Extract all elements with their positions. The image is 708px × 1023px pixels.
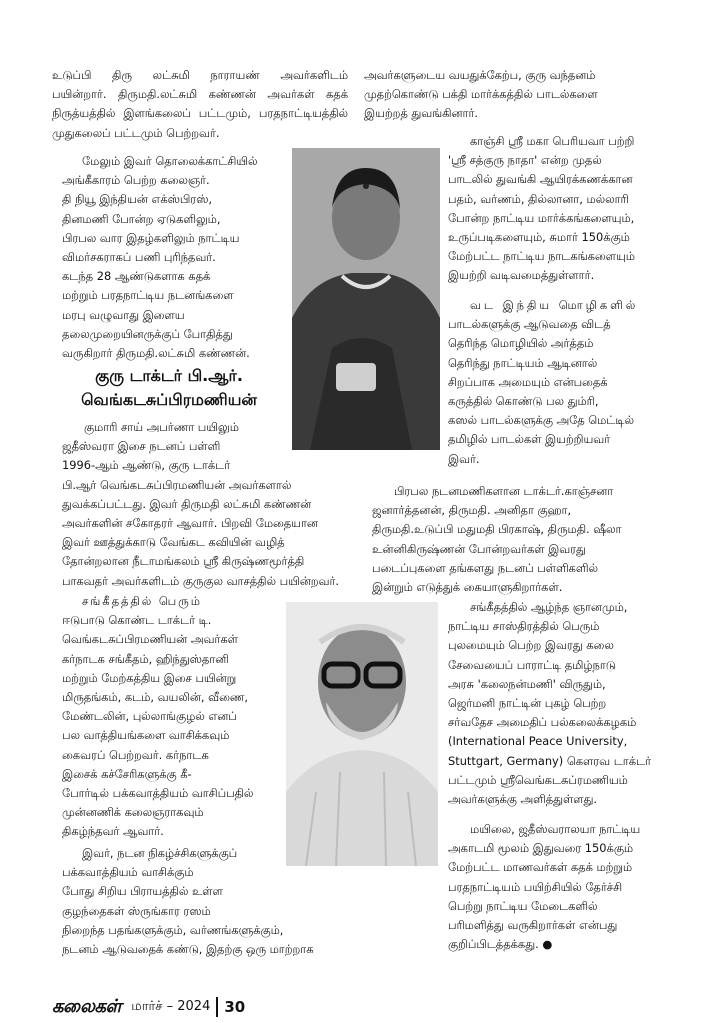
text-line: இயற்றி வடிவமைத்துள்ளார்.	[448, 268, 595, 283]
portrait-photo-lakshmi-kannan	[292, 148, 440, 450]
text-line: பரிமளித்து வருகிறார்கள் என்பது	[448, 918, 618, 933]
text-line: மயிலை, ஜதீஸ்வராலயா நாட்டிய	[470, 822, 641, 836]
page-footer	[52, 995, 245, 1019]
text-line: அரசு 'கலைநன்மணி' விருதும்,	[448, 676, 606, 691]
paragraph	[448, 820, 666, 954]
text-line: புலமையும் பெற்ற இவரது கலை	[448, 638, 614, 653]
text-line: பக்கவாத்தியம் வாசிக்கும்	[62, 865, 194, 880]
text-line: முதற்கொண்டு பக்தி மார்க்கத்தில் பாடல்களை	[364, 87, 598, 102]
text-line: பெற்று நாட்டிய மேடைகளில்	[448, 898, 598, 913]
text-line: தி நியூ இந்தியன் எக்ஸ்பிரஸ்,	[62, 192, 212, 207]
text-line: உடுப்பி திரு லட்சுமி நாராயண் அவர்களிடம்	[52, 68, 348, 82]
text-line: பல வாத்தியங்களை வாசிக்கவும்	[62, 728, 230, 743]
text-line: குமாரி சாய் அபர்ணா பயிலும்	[84, 420, 239, 434]
text-line: தமிழில் பாடல்கள் இயற்றியவர்	[448, 432, 611, 447]
text-line: கைவரப் பெற்றவர். கர்நாடக	[62, 747, 209, 762]
paragraph	[52, 66, 348, 143]
text-line: பதம், வர்ணம், தில்லானா, மல்லாரி	[448, 191, 629, 206]
portrait-man-icon	[286, 602, 438, 866]
text-line: நிருத்யத்தில் இளங்கலைப் பட்டமும், பரதநாட்டியத்தில்	[52, 106, 348, 121]
text-line: வட இந்திய மொழிகளில்	[470, 298, 639, 312]
paragraph	[62, 592, 274, 842]
text-line: துவக்கப்பட்டது. இவர் திருமதி லட்சுமி கண்ணன்	[62, 496, 312, 511]
text-line: 1996-ஆம் ஆண்டு, குரு டாக்டர்	[62, 458, 231, 473]
paragraph	[448, 296, 666, 469]
paragraph	[448, 598, 666, 809]
text-line: இவர்.	[448, 451, 480, 466]
text-line: அங்கீகாரம் பெற்ற கலைஞர்.	[62, 173, 210, 188]
text-line: மேலும் இவர் தொலைக்காட்சியில்	[82, 154, 258, 168]
text-line: பாடல்களுக்கு ஆடுவதை விடத்	[448, 317, 611, 332]
text-line: மேண்டலின், புல்லாங்குழல் எனப்	[62, 709, 237, 724]
text-line: திகழ்ந்தவர் ஆவார்.	[62, 824, 164, 839]
text-line: Stuttgart, Germany) கௌரவ டாக்டர்	[448, 753, 652, 768]
text-line: பாகவதர் அவர்களிடம் குருகுல வாசத்தில் பயின்றவர்.	[62, 573, 340, 588]
text-line: பி.ஆர் வெங்கடசுப்பிரமணியன் அவர்களால்	[62, 477, 292, 492]
text-line: கஸல் பாடல்களுக்கு அதே மெட்டில்	[448, 413, 634, 428]
text-line: சங்கீதத்தில் பெரும்	[82, 594, 202, 608]
text-line: மேற்பட்ட நாட்டிய நாடகங்களையும்	[448, 249, 635, 264]
text-line: வருகிறார் திருமதி.லட்சுமி கண்ணன்.	[62, 346, 250, 361]
text-line: இவர், நடன நிகழ்ச்சிகளுக்குப்	[82, 846, 238, 860]
text-line: ஜெர்மனி நாட்டின் புகழ் பெற்ற	[448, 696, 607, 711]
text-line: 'ஸ்ரீ சத்குரு நாதா' என்ற முதல்	[448, 153, 602, 168]
text-line: முன்னணிக் கலைஞராகவும்	[62, 805, 204, 820]
text-line: இயற்றத் துவங்கினார்.	[364, 106, 479, 121]
page-number: 30	[224, 998, 246, 1016]
text-line: அவர்களின் சகோதரர் ஆவார். பிறவி மேதையான	[62, 516, 318, 531]
text-line: ஜதீஸ்வரா இசை நடனப் பள்ளி	[62, 439, 221, 454]
text-line: நடனம் ஆடுவதைக் கண்டு, இதற்கு ஒரு மாற்றாக	[62, 942, 314, 957]
text-line: சிறப்பாக அமையும் என்பதைக்	[448, 374, 608, 389]
text-line: மற்றும் மேற்கத்திய இசை பயின்று	[62, 670, 237, 685]
text-line: நிறைந்த பதங்களுக்கும், வர்ணங்களுக்கும்,	[62, 922, 284, 937]
text-line: இன்றும் எடுத்துக் கையாளுகிறார்கள்.	[372, 580, 563, 595]
heading-line: வெங்கடசுப்பிரமணியன்	[81, 390, 257, 409]
text-line: பட்டமும் ஸ்ரீவெங்கடசுப்ரமணியம்	[448, 772, 628, 787]
text-line: அகாடமி மூலம் இதுவரை 150க்கும்	[448, 841, 634, 856]
section-heading	[62, 364, 276, 412]
text-line: போர்டில் பக்கவாத்தியம் வாசிப்பதில்	[62, 786, 254, 801]
text-line: கருத்தில் கொண்டு பல தும்ரி,	[448, 394, 599, 409]
text-line: அவர்களுடைய வயதுக்கேற்ப, குரு வந்தனம்	[364, 68, 596, 82]
text-line: ஜனார்த்தனன், திருமதி. அனிதா குஹா,	[372, 503, 572, 518]
text-line: சேவையைப் பாராட்டி தமிழ்நாடு	[448, 657, 616, 672]
text-line: நாட்டிய சாஸ்திரத்தில் பெரும்	[448, 619, 600, 634]
text-line: இவர் ஊத்துக்காடு வேங்கட கவியின் வழித்	[62, 535, 285, 550]
heading-line: குரு டாக்டர் பி.ஆர்.	[95, 366, 243, 385]
text-line: தெரிந்து நாட்டியம் ஆடினால்	[448, 355, 598, 370]
text-line: திருமதி.உடுப்பி மதுமதி பிரகாஷ், திருமதி. ஷீலா	[372, 522, 622, 537]
text-line: தெரிந்த மொழியில் அர்த்தம்	[448, 336, 594, 351]
portrait-photo-venkatasubramanian	[286, 602, 438, 866]
text-line: (International Peace University,	[448, 734, 628, 749]
text-line: போன்ற நாட்டிய மார்க்கங்களையும்,	[448, 210, 635, 225]
magazine-logo: கலைகள்	[52, 995, 122, 1017]
text-line: உருப்படிகளையும், சுமார் 150க்கும்	[448, 230, 630, 245]
text-line: இசைக் கச்சேரிகளுக்கு கீ-	[62, 766, 192, 781]
text-line: பிரபல வார இதழ்களிலும் நாட்டிய	[62, 230, 240, 245]
text-line: சர்வதேச அமைதிப் பல்கலைக்கழகம்	[448, 715, 637, 730]
text-line: தலைமுறையினருக்குப் போதித்து	[62, 326, 233, 341]
text-line: காஞ்சி ஸ்ரீ மகா பெரியவா பற்றி	[470, 134, 635, 148]
text-line: ஈடுபாடு கொண்ட டாக்டர் டி.	[62, 613, 212, 628]
text-line: குறிப்பிடத்தக்கது. ●	[448, 937, 553, 952]
text-line: தோன்றலான நீடாமங்கலம் ஸ்ரீ கிருஷ்ணமூர்த்தி	[62, 554, 305, 569]
text-line: பயின்றார். திருமதி.லட்சுமி கண்ணன் அவர்கள் கதக்	[52, 87, 348, 102]
text-line: கர்நாடக சங்கீதம், ஹிந்துஸ்தானி	[62, 651, 229, 666]
text-line: கடந்த 28 ஆண்டுகளாக கதக்	[62, 269, 211, 284]
text-line: அவர்களுக்கு அளித்துள்ளது.	[448, 792, 598, 807]
issue-month: மார்ச் – 2024	[131, 999, 211, 1014]
text-line: குழந்தைகள் ஸ்ருங்கார ரஸம்	[62, 903, 211, 918]
text-line: பிரபல நடனமணிகளான டாக்டர்.காஞ்சனா	[394, 484, 614, 498]
footer-divider	[216, 997, 218, 1017]
text-line: வெங்கடசுப்பிரமணியன் அவர்கள்	[62, 632, 238, 647]
text-line: போது சிறிய பிராயத்தில் உள்ள	[62, 884, 223, 899]
text-line: பாடலில் துவங்கி ஆயிரக்கணக்கான	[448, 172, 633, 187]
text-line: முதுகலைப் பட்டமும் பெற்றவர்.	[52, 125, 220, 140]
text-line: சங்கீதத்தில் ஆழ்ந்த ஞானமும்,	[470, 600, 628, 614]
text-line: மிருதங்கம், கடம், வயலின், வீணை,	[62, 690, 248, 705]
text-line: பரதநாட்டியம் பயிற்சியில் தேர்ச்சி	[448, 879, 623, 894]
text-line: மேற்பட்ட மாணவர்கள் கதக் மற்றும்	[448, 860, 633, 875]
paragraph	[372, 482, 666, 597]
paragraph	[448, 132, 666, 286]
paragraph	[62, 152, 276, 363]
text-line: மற்றும் பரதநாட்டிய நடனங்களை	[62, 288, 234, 303]
text-line: தினமணி போன்ற ஏடுகளிலும்,	[62, 211, 221, 226]
text-line: படைப்புகளை தங்களது நடனப் பள்ளிகளில்	[372, 560, 598, 575]
portrait-woman-icon	[292, 148, 440, 450]
paragraph	[364, 66, 660, 124]
text-line: உன்னிகிருஷ்ணன் போன்றவர்கள் இவரது	[372, 541, 586, 556]
text-line: மரபு வழுவாது இளைய	[62, 307, 185, 322]
text-line: விமர்சகராகப் பணி புரிந்தவர்.	[62, 250, 216, 265]
